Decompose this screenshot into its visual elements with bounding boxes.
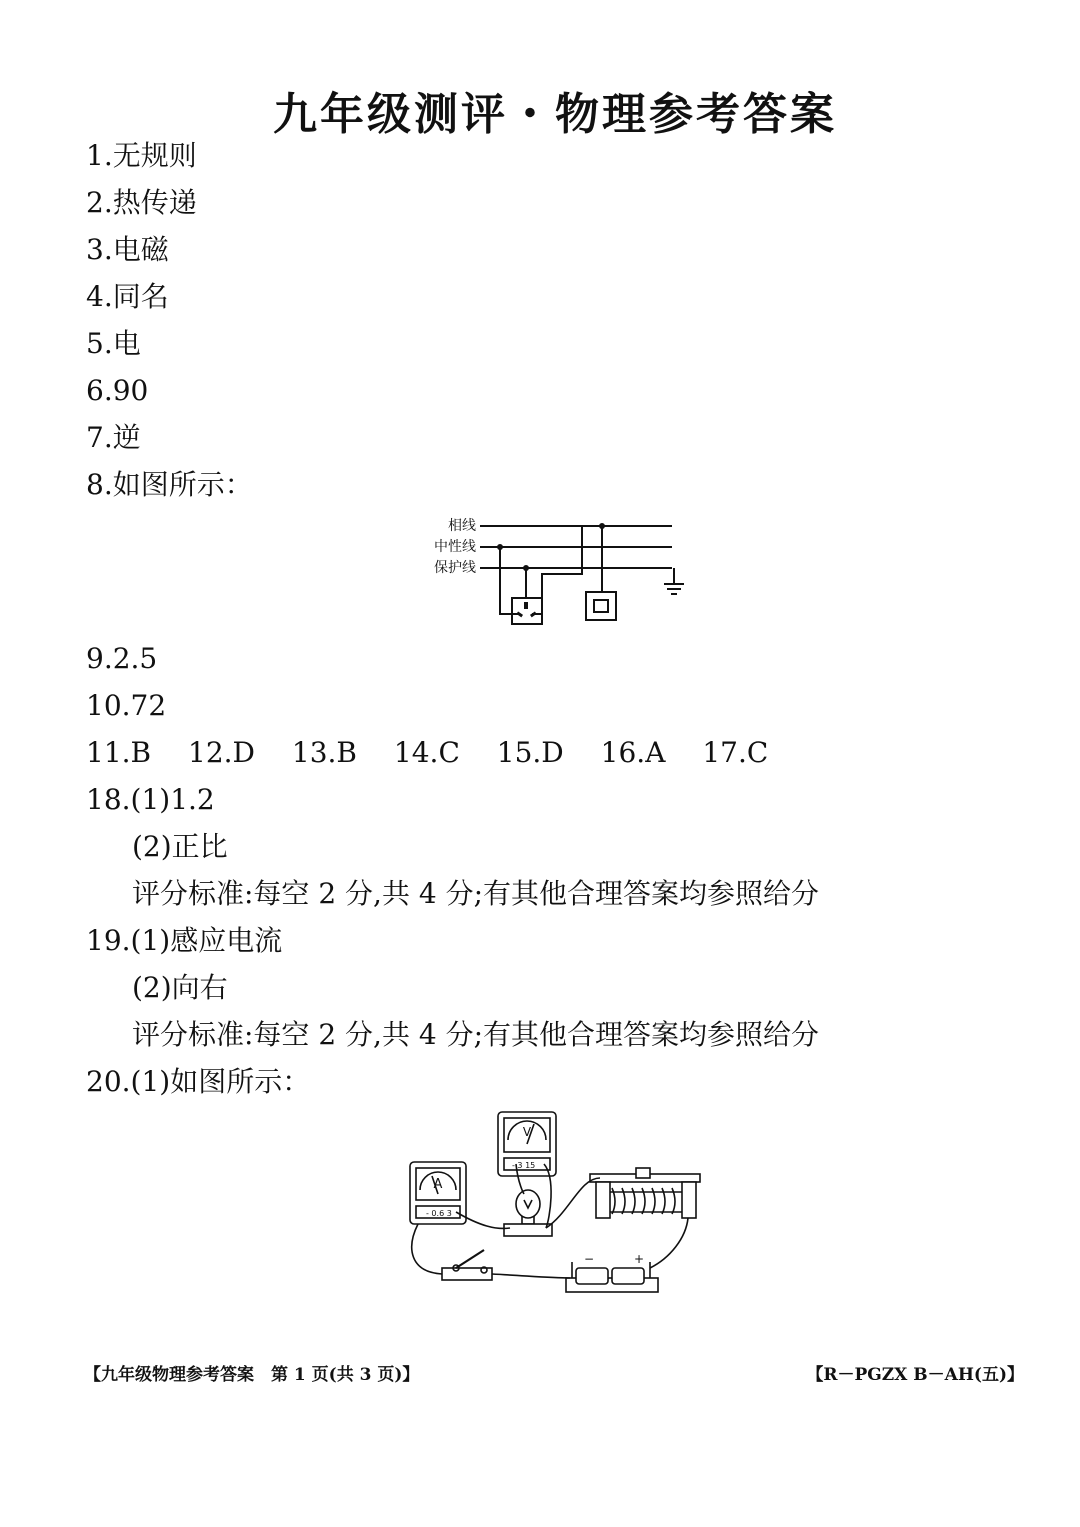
answer-5: 5.电 xyxy=(86,327,141,360)
light-bulb xyxy=(504,1190,552,1236)
answer-8: 8.如图所示： xyxy=(86,468,253,501)
multiple-choice-answers xyxy=(86,735,796,771)
answer-1: 1.无规则 xyxy=(86,139,197,172)
answer-13: 13.B xyxy=(291,736,358,769)
three-pin-socket xyxy=(512,598,542,624)
label-ground-wire: 保护线 xyxy=(434,560,476,576)
answer-7: 7.逆 xyxy=(86,421,141,454)
label-neutral-wire: 中性线 xyxy=(434,539,476,555)
knife-switch xyxy=(442,1250,492,1280)
answer-19-1: 19.(1)感应电流 xyxy=(86,924,283,957)
voltmeter-symbol: V xyxy=(522,1125,532,1139)
ammeter-terminal-labels: - 0.6 3 xyxy=(426,1209,452,1218)
rheostat xyxy=(590,1168,700,1218)
answer-4: 4.同名 xyxy=(86,280,169,313)
battery-pack xyxy=(566,1262,658,1292)
answer-18-1: 18.(1)1.2 xyxy=(86,783,215,816)
answer-6: 6.90 xyxy=(86,374,149,407)
answer-19-2: (2)向右 xyxy=(132,971,228,1004)
scoring-note-18: 评分标准:每空 2 分,共 4 分;有其他合理答案均参照给分 xyxy=(132,877,820,910)
footer-code: 【R－PGZX B－AH(五)】 xyxy=(806,1365,1024,1385)
lamp-box xyxy=(586,592,616,620)
answer-15: 15.D xyxy=(496,736,564,769)
answer-18-2: (2)正比 xyxy=(132,830,228,863)
footer-page-info: 【九年级物理参考答案 第 1 页(共 3 页)】 xyxy=(84,1365,420,1385)
answer-20-1: 20.(1)如图所示： xyxy=(86,1065,311,1098)
battery-negative-label: − xyxy=(584,1252,595,1266)
wiring-diagram xyxy=(410,510,690,635)
answer-2: 2.热传递 xyxy=(86,186,197,219)
answer-11: 11.B xyxy=(86,736,152,769)
answer-3: 3.电磁 xyxy=(86,233,169,266)
scoring-note-19: 评分标准:每空 2 分,共 4 分;有其他合理答案均参照给分 xyxy=(132,1018,820,1051)
voltmeter-terminal-labels: - 3 15 xyxy=(512,1161,536,1170)
answer-9: 9.2.5 xyxy=(86,642,158,675)
label-live-wire: 相线 xyxy=(448,518,476,534)
battery-positive-label: + xyxy=(634,1252,645,1266)
page-title: 九年级测评・物理参考答案 xyxy=(273,89,837,140)
answer-16: 16.A xyxy=(600,736,666,769)
answer-17: 17.C xyxy=(702,736,769,769)
circuit-apparatus-diagram xyxy=(400,1108,710,1300)
ammeter-symbol: A xyxy=(433,1177,443,1192)
answer-12: 12.D xyxy=(188,736,255,769)
answer-10: 10.72 xyxy=(86,689,167,722)
answer-14: 14.C xyxy=(393,736,460,769)
